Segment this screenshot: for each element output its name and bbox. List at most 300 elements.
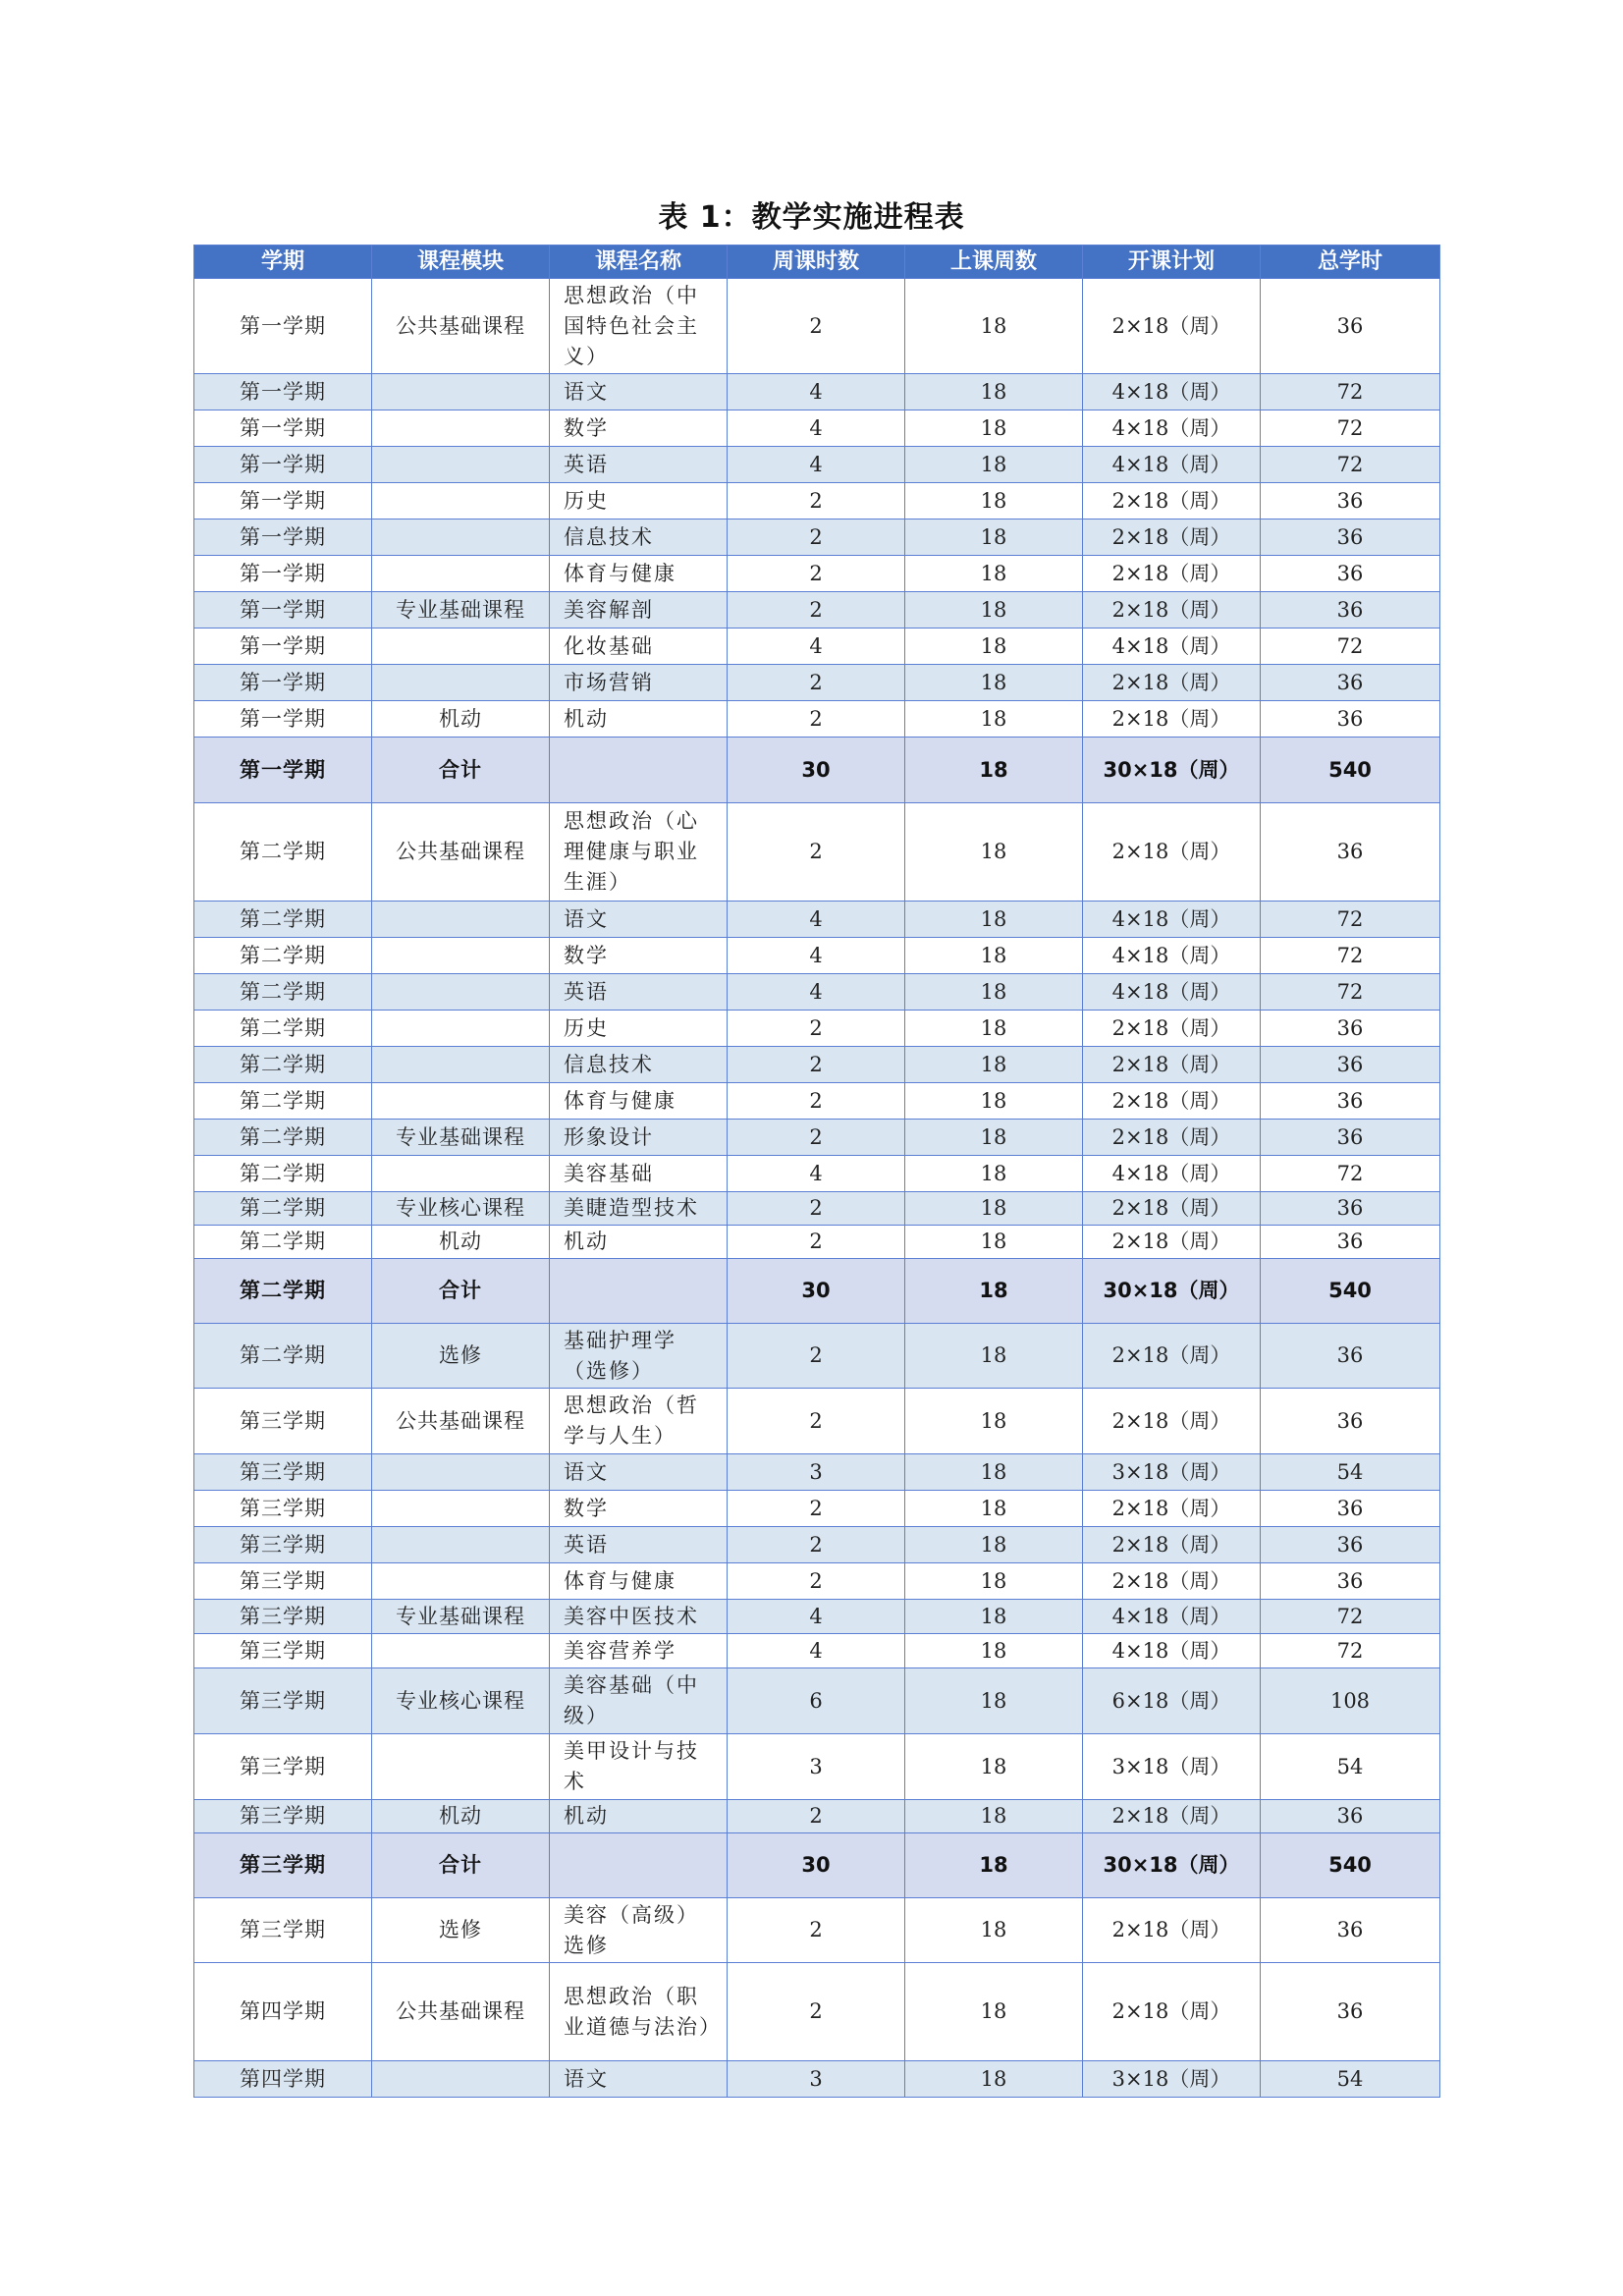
course-name-cell: 信息技术 — [550, 519, 728, 556]
total-hours-cell: 540 — [1261, 1833, 1440, 1898]
course-name-cell: 语文 — [550, 2061, 728, 2098]
table-row — [194, 410, 1440, 447]
semester-cell: 第二学期 — [194, 803, 372, 902]
plan-cell: 4×18（周） — [1083, 1600, 1261, 1634]
plan-cell: 2×18（周） — [1083, 1898, 1261, 1963]
table-row — [194, 519, 1440, 556]
weeks-cell: 18 — [905, 1563, 1083, 1600]
total-hours-cell: 72 — [1261, 629, 1440, 665]
semester-cell: 第二学期 — [194, 1083, 372, 1120]
semester-cell: 第二学期 — [194, 1047, 372, 1083]
plan-cell: 2×18（周） — [1083, 803, 1261, 902]
total-hours-cell: 54 — [1261, 2061, 1440, 2098]
module-cell — [372, 410, 550, 447]
course-name-cell: 美睫造型技术 — [550, 1192, 728, 1226]
weekly-hours-cell: 2 — [728, 1898, 905, 1963]
weeks-cell: 18 — [905, 592, 1083, 629]
total-hours-cell: 36 — [1261, 1192, 1440, 1226]
total-hours-cell: 36 — [1261, 1083, 1440, 1120]
module-cell: 选修 — [372, 1898, 550, 1963]
weekly-hours-cell: 2 — [728, 1011, 905, 1047]
course-name-cell: 历史 — [550, 483, 728, 519]
weeks-cell: 18 — [905, 2061, 1083, 2098]
module-cell: 公共基础课程 — [372, 1389, 550, 1454]
weeks-cell: 18 — [905, 1898, 1083, 1963]
plan-cell: 2×18（周） — [1083, 1563, 1261, 1600]
total-hours-cell: 72 — [1261, 374, 1440, 410]
semester-cell: 第二学期 — [194, 974, 372, 1011]
plan-cell: 6×18（周） — [1083, 1668, 1261, 1734]
table-row — [194, 665, 1440, 701]
table-row — [194, 1600, 1440, 1634]
page-title: 表 1：教学实施进程表 — [658, 200, 965, 235]
module-cell: 专业基础课程 — [372, 592, 550, 629]
weeks-cell: 18 — [905, 556, 1083, 592]
weekly-hours-cell: 4 — [728, 1156, 905, 1192]
semester-cell: 第二学期 — [194, 1192, 372, 1226]
module-cell: 合计 — [372, 738, 550, 803]
plan-cell: 2×18（周） — [1083, 665, 1261, 701]
module-cell: 公共基础课程 — [372, 803, 550, 902]
weekly-hours-cell: 2 — [728, 592, 905, 629]
table-row — [194, 1898, 1440, 1963]
module-cell: 专业基础课程 — [372, 1120, 550, 1156]
semester-cell: 第一学期 — [194, 519, 372, 556]
module-cell — [372, 1083, 550, 1120]
semester-cell: 第三学期 — [194, 1734, 372, 1800]
weeks-cell: 18 — [905, 1734, 1083, 1800]
table-row — [194, 1563, 1440, 1600]
course-name-cell: 美容中医技术 — [550, 1600, 728, 1634]
table-row — [194, 556, 1440, 592]
module-cell: 机动 — [372, 1226, 550, 1259]
module-cell — [372, 1011, 550, 1047]
table-row — [194, 1527, 1440, 1563]
module-cell — [372, 2061, 550, 2098]
weekly-hours-cell: 4 — [728, 938, 905, 974]
module-cell — [372, 556, 550, 592]
weekly-hours-cell: 2 — [728, 1083, 905, 1120]
semester-cell: 第二学期 — [194, 1156, 372, 1192]
plan-cell: 4×18（周） — [1083, 902, 1261, 938]
weekly-hours-cell: 4 — [728, 629, 905, 665]
weeks-cell: 18 — [905, 1324, 1083, 1389]
module-cell — [372, 1491, 550, 1527]
semester-cell: 第三学期 — [194, 1800, 372, 1833]
total-hours-cell: 72 — [1261, 974, 1440, 1011]
table-row — [194, 1668, 1440, 1734]
weeks-cell: 18 — [905, 447, 1083, 483]
weekly-hours-cell: 2 — [728, 1963, 905, 2061]
semester-cell: 第一学期 — [194, 556, 372, 592]
total-hours-cell: 540 — [1261, 1259, 1440, 1324]
total-hours-cell: 36 — [1261, 483, 1440, 519]
table-header-row — [194, 246, 1440, 279]
weekly-hours-cell: 2 — [728, 1527, 905, 1563]
plan-cell: 4×18（周） — [1083, 1634, 1261, 1668]
plan-cell: 2×18（周） — [1083, 1527, 1261, 1563]
plan-cell: 4×18（周） — [1083, 629, 1261, 665]
total-hours-cell: 36 — [1261, 665, 1440, 701]
course-name-cell: 思想政治（哲学与人生） — [550, 1389, 728, 1454]
course-name-cell: 美容营养学 — [550, 1634, 728, 1668]
total-hours-cell: 36 — [1261, 1047, 1440, 1083]
course-name-cell: 体育与健康 — [550, 556, 728, 592]
course-name-cell: 美容基础（中级） — [550, 1668, 728, 1734]
table-row — [194, 1156, 1440, 1192]
module-cell: 专业核心课程 — [372, 1668, 550, 1734]
module-cell: 专业核心课程 — [372, 1192, 550, 1226]
total-hours-cell: 36 — [1261, 1389, 1440, 1454]
weeks-cell: 18 — [905, 902, 1083, 938]
weeks-cell: 18 — [905, 374, 1083, 410]
weeks-cell: 18 — [905, 701, 1083, 738]
weekly-hours-cell: 6 — [728, 1668, 905, 1734]
table-row — [194, 1226, 1440, 1259]
weeks-cell: 18 — [905, 1389, 1083, 1454]
plan-cell: 2×18（周） — [1083, 1963, 1261, 2061]
course-name-cell: 英语 — [550, 974, 728, 1011]
total-hours-cell: 72 — [1261, 1600, 1440, 1634]
table-row — [194, 1800, 1440, 1833]
weekly-hours-cell: 4 — [728, 1634, 905, 1668]
course-name-cell: 信息技术 — [550, 1047, 728, 1083]
weeks-cell: 18 — [905, 803, 1083, 902]
plan-cell: 30×18（周） — [1083, 1833, 1261, 1898]
plan-cell: 2×18（周） — [1083, 1800, 1261, 1833]
weekly-hours-cell: 4 — [728, 974, 905, 1011]
plan-cell: 2×18（周） — [1083, 1192, 1261, 1226]
total-hours-cell: 36 — [1261, 279, 1440, 374]
total-hours-cell: 36 — [1261, 1120, 1440, 1156]
table-row — [194, 629, 1440, 665]
weekly-hours-cell: 2 — [728, 701, 905, 738]
semester-cell: 第二学期 — [194, 1120, 372, 1156]
module-cell — [372, 938, 550, 974]
table-row — [194, 1634, 1440, 1668]
weekly-hours-cell: 30 — [728, 1259, 905, 1324]
plan-cell: 2×18（周） — [1083, 1389, 1261, 1454]
weekly-hours-cell: 2 — [728, 1563, 905, 1600]
weeks-cell: 18 — [905, 483, 1083, 519]
module-cell — [372, 974, 550, 1011]
course-name-cell: 体育与健康 — [550, 1083, 728, 1120]
plan-cell: 2×18（周） — [1083, 1491, 1261, 1527]
module-cell: 机动 — [372, 701, 550, 738]
course-name-cell: 美甲设计与技术 — [550, 1734, 728, 1800]
module-cell — [372, 519, 550, 556]
module-cell: 公共基础课程 — [372, 279, 550, 374]
course-name-cell: 基础护理学（选修） — [550, 1324, 728, 1389]
total-hours-cell: 36 — [1261, 701, 1440, 738]
plan-cell: 2×18（周） — [1083, 1011, 1261, 1047]
course-name-cell: 英语 — [550, 447, 728, 483]
weeks-cell: 18 — [905, 519, 1083, 556]
weekly-hours-cell: 2 — [728, 519, 905, 556]
weekly-hours-cell: 2 — [728, 803, 905, 902]
total-hours-cell: 36 — [1261, 1324, 1440, 1389]
semester-cell: 第三学期 — [194, 1491, 372, 1527]
semester-cell: 第一学期 — [194, 410, 372, 447]
semester-cell: 第一学期 — [194, 701, 372, 738]
course-name-cell: 思想政治（心理健康与职业生涯） — [550, 803, 728, 902]
weekly-hours-cell: 2 — [728, 665, 905, 701]
semester-cell: 第三学期 — [194, 1668, 372, 1734]
column-header-semester: 学期 — [194, 246, 372, 279]
weekly-hours-cell: 2 — [728, 1324, 905, 1389]
table-row — [194, 374, 1440, 410]
total-hours-cell: 72 — [1261, 1634, 1440, 1668]
table-row — [194, 483, 1440, 519]
weekly-hours-cell: 4 — [728, 374, 905, 410]
module-cell: 机动 — [372, 1800, 550, 1833]
module-cell: 选修 — [372, 1324, 550, 1389]
total-hours-cell: 54 — [1261, 1454, 1440, 1491]
plan-cell: 4×18（周） — [1083, 938, 1261, 974]
table-row — [194, 1454, 1440, 1491]
teaching-schedule-table — [193, 245, 1440, 2098]
course-name-cell: 化妆基础 — [550, 629, 728, 665]
table-row — [194, 701, 1440, 738]
table-row — [194, 803, 1440, 902]
table-row — [194, 938, 1440, 974]
semester-cell: 第三学期 — [194, 1527, 372, 1563]
course-name-cell: 思想政治（中国特色社会主义） — [550, 279, 728, 374]
module-cell — [372, 1156, 550, 1192]
weekly-hours-cell: 2 — [728, 1047, 905, 1083]
table-row — [194, 1011, 1440, 1047]
plan-cell: 2×18（周） — [1083, 701, 1261, 738]
weeks-cell: 18 — [905, 1120, 1083, 1156]
plan-cell: 2×18（周） — [1083, 1324, 1261, 1389]
total-hours-cell: 36 — [1261, 1491, 1440, 1527]
semester-cell: 第一学期 — [194, 629, 372, 665]
semester-cell: 第三学期 — [194, 1454, 372, 1491]
weeks-cell: 18 — [905, 665, 1083, 701]
module-cell — [372, 483, 550, 519]
plan-cell: 3×18（周） — [1083, 1454, 1261, 1491]
weekly-hours-cell: 4 — [728, 902, 905, 938]
module-cell: 公共基础课程 — [372, 1963, 550, 2061]
course-name-cell: 形象设计 — [550, 1120, 728, 1156]
plan-cell: 4×18（周） — [1083, 1156, 1261, 1192]
weeks-cell: 18 — [905, 1156, 1083, 1192]
weekly-hours-cell: 30 — [728, 1833, 905, 1898]
module-cell — [372, 629, 550, 665]
semester-cell: 第一学期 — [194, 738, 372, 803]
weekly-hours-cell: 2 — [728, 1389, 905, 1454]
table-row — [194, 447, 1440, 483]
course-name-cell: 机动 — [550, 1226, 728, 1259]
weekly-hours-cell: 2 — [728, 1491, 905, 1527]
column-header-plan: 开课计划 — [1083, 246, 1261, 279]
plan-cell: 2×18（周） — [1083, 279, 1261, 374]
weekly-hours-cell: 4 — [728, 410, 905, 447]
semester-cell: 第一学期 — [194, 592, 372, 629]
module-cell — [372, 1734, 550, 1800]
total-hours-cell: 36 — [1261, 592, 1440, 629]
table-row-subtotal — [194, 738, 1440, 803]
total-hours-cell: 36 — [1261, 1226, 1440, 1259]
total-hours-cell: 36 — [1261, 1898, 1440, 1963]
table-body — [194, 279, 1440, 2098]
plan-cell: 2×18（周） — [1083, 556, 1261, 592]
total-hours-cell: 36 — [1261, 1563, 1440, 1600]
total-hours-cell: 108 — [1261, 1668, 1440, 1734]
column-header-weekly-hours: 周课时数 — [728, 246, 905, 279]
course-name-cell: 历史 — [550, 1011, 728, 1047]
plan-cell: 2×18（周） — [1083, 483, 1261, 519]
total-hours-cell: 72 — [1261, 447, 1440, 483]
total-hours-cell: 36 — [1261, 803, 1440, 902]
module-cell: 合计 — [372, 1833, 550, 1898]
weeks-cell: 18 — [905, 410, 1083, 447]
weekly-hours-cell: 3 — [728, 1454, 905, 1491]
weeks-cell: 18 — [905, 1047, 1083, 1083]
weekly-hours-cell: 3 — [728, 2061, 905, 2098]
weeks-cell: 18 — [905, 974, 1083, 1011]
table-row — [194, 1963, 1440, 2061]
course-name-cell: 思想政治（职业道德与法治） — [550, 1963, 728, 2061]
weeks-cell: 18 — [905, 1963, 1083, 2061]
semester-cell: 第一学期 — [194, 447, 372, 483]
table-row — [194, 1324, 1440, 1389]
module-cell — [372, 665, 550, 701]
weekly-hours-cell: 2 — [728, 1800, 905, 1833]
plan-cell: 3×18（周） — [1083, 2061, 1261, 2098]
table-row — [194, 592, 1440, 629]
module-cell — [372, 1527, 550, 1563]
plan-cell: 2×18（周） — [1083, 1083, 1261, 1120]
plan-cell: 2×18（周） — [1083, 1226, 1261, 1259]
weeks-cell: 18 — [905, 1600, 1083, 1634]
weeks-cell: 18 — [905, 1259, 1083, 1324]
course-name-cell: 数学 — [550, 1491, 728, 1527]
column-header-total: 总学时 — [1261, 246, 1440, 279]
plan-cell: 4×18（周） — [1083, 447, 1261, 483]
semester-cell: 第二学期 — [194, 1259, 372, 1324]
module-cell — [372, 1634, 550, 1668]
total-hours-cell: 540 — [1261, 738, 1440, 803]
semester-cell: 第三学期 — [194, 1600, 372, 1634]
semester-cell: 第一学期 — [194, 483, 372, 519]
semester-cell: 第二学期 — [194, 1324, 372, 1389]
course-name-cell: 英语 — [550, 1527, 728, 1563]
module-cell: 专业基础课程 — [372, 1600, 550, 1634]
weekly-hours-cell: 3 — [728, 1734, 905, 1800]
weeks-cell: 18 — [905, 1800, 1083, 1833]
total-hours-cell: 36 — [1261, 1800, 1440, 1833]
semester-cell: 第四学期 — [194, 1963, 372, 2061]
semester-cell: 第三学期 — [194, 1833, 372, 1898]
module-cell — [372, 1563, 550, 1600]
weeks-cell: 18 — [905, 1491, 1083, 1527]
plan-cell: 4×18（周） — [1083, 410, 1261, 447]
total-hours-cell: 72 — [1261, 938, 1440, 974]
course-name-cell: 市场营销 — [550, 665, 728, 701]
course-name-cell: 体育与健康 — [550, 1563, 728, 1600]
weekly-hours-cell: 2 — [728, 556, 905, 592]
weeks-cell: 18 — [905, 1083, 1083, 1120]
weeks-cell: 18 — [905, 1192, 1083, 1226]
weeks-cell: 18 — [905, 1527, 1083, 1563]
module-cell — [372, 902, 550, 938]
total-hours-cell: 36 — [1261, 1963, 1440, 2061]
weeks-cell: 18 — [905, 738, 1083, 803]
plan-cell: 30×18（周） — [1083, 1259, 1261, 1324]
table-row — [194, 1120, 1440, 1156]
table-row — [194, 902, 1440, 938]
total-hours-cell: 54 — [1261, 1734, 1440, 1800]
plan-cell: 4×18（周） — [1083, 974, 1261, 1011]
total-hours-cell: 36 — [1261, 556, 1440, 592]
module-cell — [372, 1047, 550, 1083]
course-name-cell: 语文 — [550, 902, 728, 938]
weekly-hours-cell: 4 — [728, 1600, 905, 1634]
total-hours-cell: 72 — [1261, 410, 1440, 447]
plan-cell: 3×18（周） — [1083, 1734, 1261, 1800]
semester-cell: 第三学期 — [194, 1898, 372, 1963]
weeks-cell: 18 — [905, 1668, 1083, 1734]
weekly-hours-cell: 4 — [728, 447, 905, 483]
table-row-subtotal — [194, 1833, 1440, 1898]
semester-cell: 第二学期 — [194, 938, 372, 974]
semester-cell: 第一学期 — [194, 374, 372, 410]
course-name-cell: 美容（高级）选修 — [550, 1898, 728, 1963]
semester-cell: 第一学期 — [194, 665, 372, 701]
course-name-cell: 数学 — [550, 938, 728, 974]
semester-cell: 第二学期 — [194, 1011, 372, 1047]
weeks-cell: 18 — [905, 938, 1083, 974]
course-name-cell: 机动 — [550, 1800, 728, 1833]
column-header-module: 课程模块 — [372, 246, 550, 279]
course-name-cell: 机动 — [550, 701, 728, 738]
weekly-hours-cell: 2 — [728, 1120, 905, 1156]
table-row — [194, 974, 1440, 1011]
course-name-cell — [550, 738, 728, 803]
table-row — [194, 1491, 1440, 1527]
module-cell — [372, 1454, 550, 1491]
weeks-cell: 18 — [905, 1454, 1083, 1491]
weeks-cell: 18 — [905, 1634, 1083, 1668]
semester-cell: 第二学期 — [194, 902, 372, 938]
total-hours-cell: 72 — [1261, 902, 1440, 938]
table-row — [194, 1083, 1440, 1120]
semester-cell: 第三学期 — [194, 1634, 372, 1668]
course-name-cell: 语文 — [550, 1454, 728, 1491]
course-name-cell: 美容解剖 — [550, 592, 728, 629]
plan-cell: 4×18（周） — [1083, 374, 1261, 410]
course-name-cell: 数学 — [550, 410, 728, 447]
weeks-cell: 18 — [905, 279, 1083, 374]
weeks-cell: 18 — [905, 1226, 1083, 1259]
weeks-cell: 18 — [905, 1011, 1083, 1047]
course-name-cell — [550, 1833, 728, 1898]
total-hours-cell: 72 — [1261, 1156, 1440, 1192]
weekly-hours-cell: 2 — [728, 279, 905, 374]
semester-cell: 第三学期 — [194, 1389, 372, 1454]
table-row — [194, 2061, 1440, 2098]
weeks-cell: 18 — [905, 629, 1083, 665]
plan-cell: 2×18（周） — [1083, 1047, 1261, 1083]
plan-cell: 30×18（周） — [1083, 738, 1261, 803]
table-row — [194, 1047, 1440, 1083]
semester-cell: 第三学期 — [194, 1563, 372, 1600]
semester-cell: 第一学期 — [194, 279, 372, 374]
total-hours-cell: 36 — [1261, 1527, 1440, 1563]
course-name-cell: 美容基础 — [550, 1156, 728, 1192]
plan-cell: 2×18（周） — [1083, 592, 1261, 629]
